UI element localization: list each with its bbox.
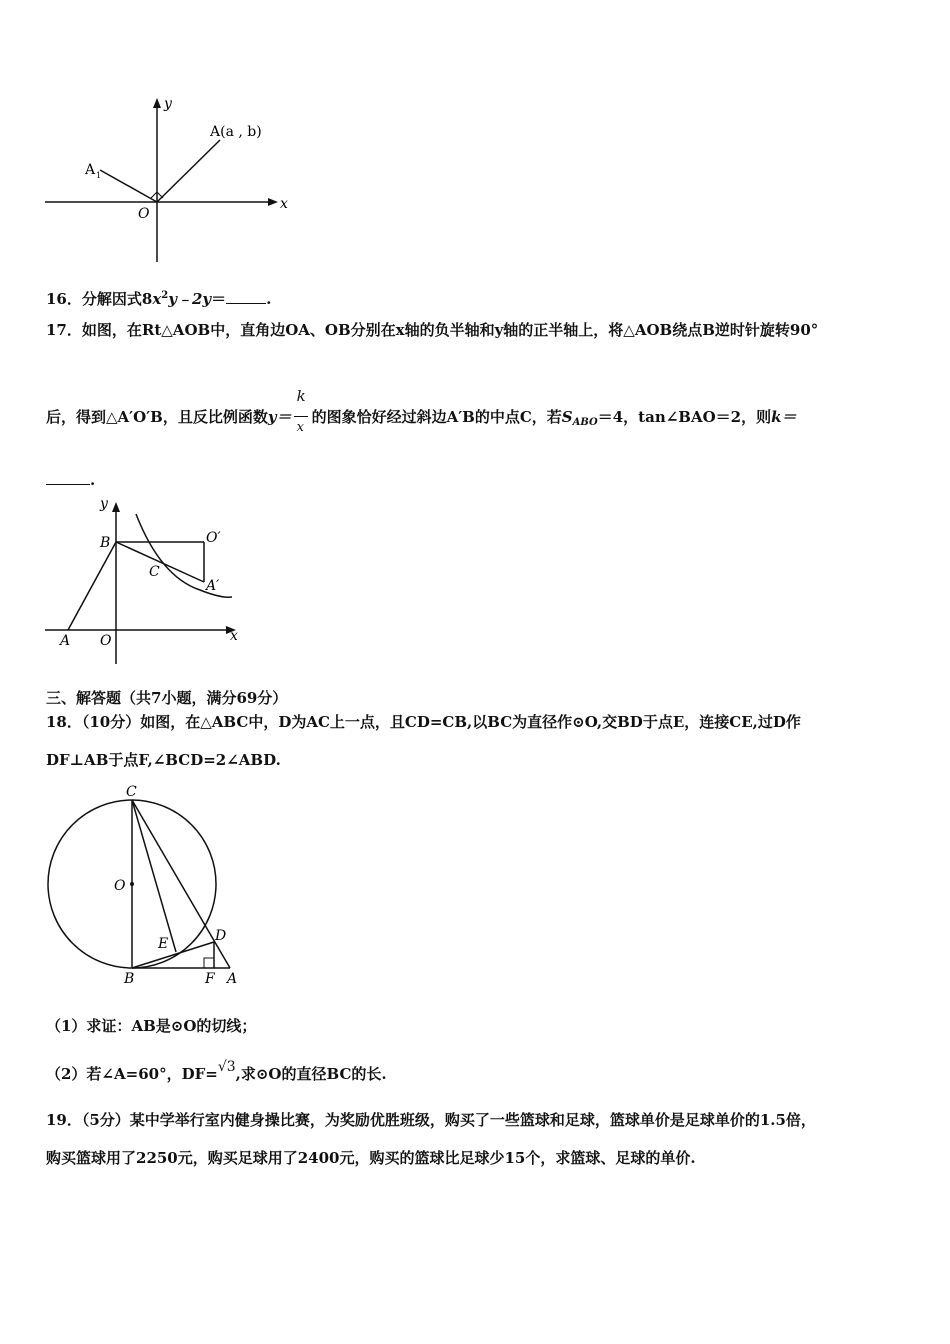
q16-suffix: ＝ [211, 290, 227, 308]
segment-OA [157, 140, 220, 202]
question-18-part1: （1）求证：AB是⊙O的切线； [46, 1017, 257, 1035]
label-B: B [124, 971, 135, 987]
question-17-line3 [46, 470, 95, 490]
q17-line1: 如图，在Rt△AOB中，直角边OA、OB分别在x轴的负半轴和y轴的正半轴上，将△AOB绕点B逆时针旋转90° [81, 321, 819, 339]
label-B: B [100, 535, 111, 551]
question-18-line2: DF⊥AB于点F,∠BCD=2∠ABD. [46, 751, 281, 769]
label-A: A [60, 633, 71, 649]
question-17-line2 [46, 387, 797, 435]
q16-x: x [152, 290, 162, 308]
q16-number: 16． [46, 290, 82, 308]
q17-k: k＝ [771, 408, 797, 426]
q16-exp: 2 [161, 290, 169, 301]
question-19-line2: 购买篮球用了2250元，购买足球用了2400元，购买的篮球比足球少15个，求篮球、足球的单价. [46, 1149, 696, 1167]
section-3-title: 三、解答题（共7小题，满分69分） [46, 689, 288, 707]
figure-circle-tangent [40, 780, 250, 990]
question-18-line1: 18．（10分）如图，在△ABC中，D为AC上一点，且CD=CB,以BC为直径作⊙O,交BD于点E，连接CE,过D作 [46, 713, 801, 731]
q16-answer-blank[interactable] [226, 289, 266, 304]
question-16 [46, 286, 271, 309]
q16-y: y [202, 290, 212, 308]
figure-inverse-proportion [40, 490, 250, 670]
label-O: O [114, 878, 126, 894]
label-A: A(a , b) [210, 124, 262, 140]
q17-line2-a: 后，得到△A′O′B，且反比例函数 [46, 408, 268, 426]
label-x: x [230, 628, 238, 644]
q17-end: . [90, 471, 96, 489]
question-17-line1 [46, 320, 818, 340]
q17-number: 17． [46, 321, 82, 339]
fraction-k-over-x [294, 387, 310, 435]
right-angle-mark-F [204, 958, 214, 968]
label-A1: A [85, 162, 96, 178]
q18-part2-a: （2）若∠A=60°，DF= [46, 1065, 218, 1083]
q16-end: . [266, 290, 272, 308]
frac-denominator: x [296, 420, 304, 435]
label-A: A [227, 971, 238, 987]
q16-prefix: 分解因式 [81, 290, 142, 308]
frac-bar [294, 416, 308, 417]
figure-coordinate-rotation [40, 92, 300, 267]
label-C: C [149, 564, 160, 580]
q16-rest: y﹣2 [168, 290, 203, 308]
label-C: C [126, 784, 137, 800]
frac-numerator: k [296, 387, 306, 405]
q17-s: S [561, 408, 573, 426]
segment-AB [68, 542, 116, 630]
label-y: y [100, 496, 108, 512]
label-O: O [100, 633, 112, 649]
q18-part2-b: ,求⊙O的直径BC的长. [235, 1065, 387, 1083]
segment-CE [132, 800, 176, 952]
question-19-line1: 19．（5分）某中学举行室内健身操比赛，为奖励优胜班级，购买了一些篮球和足球，篮球单价是足球单价的1.5倍， [46, 1111, 816, 1129]
label-y: y [164, 96, 172, 112]
y-axis-arrow [153, 98, 161, 108]
q17-line2-c: ＝4，tan∠BAO＝2，则 [597, 408, 772, 426]
label-F: F [205, 971, 215, 987]
segment-BD [132, 942, 214, 968]
label-O1: O′ [206, 530, 221, 546]
question-18-part2 [46, 1059, 387, 1085]
q17-y: y＝ [267, 408, 292, 426]
label-A1-sub: 1 [96, 171, 102, 180]
label-A1: A′ [206, 578, 220, 594]
label-x: x [280, 196, 288, 212]
q17-answer-blank[interactable] [46, 470, 90, 485]
label-E: E [158, 936, 169, 952]
y-axis-arrow [112, 502, 120, 512]
q16-coef: 8 [141, 290, 153, 308]
x-axis-arrow [268, 198, 278, 206]
segment-BA1 [116, 542, 204, 582]
q17-line2-b: 的图象恰好经过斜边A′B的中点C，若 [311, 408, 562, 426]
segment-OA1 [100, 170, 157, 202]
sqrt-3: √3 [217, 1059, 236, 1075]
center-point-O [130, 882, 134, 886]
label-O: O [138, 206, 150, 222]
q17-s-sub: ABO [572, 417, 598, 428]
label-D: D [215, 928, 227, 944]
